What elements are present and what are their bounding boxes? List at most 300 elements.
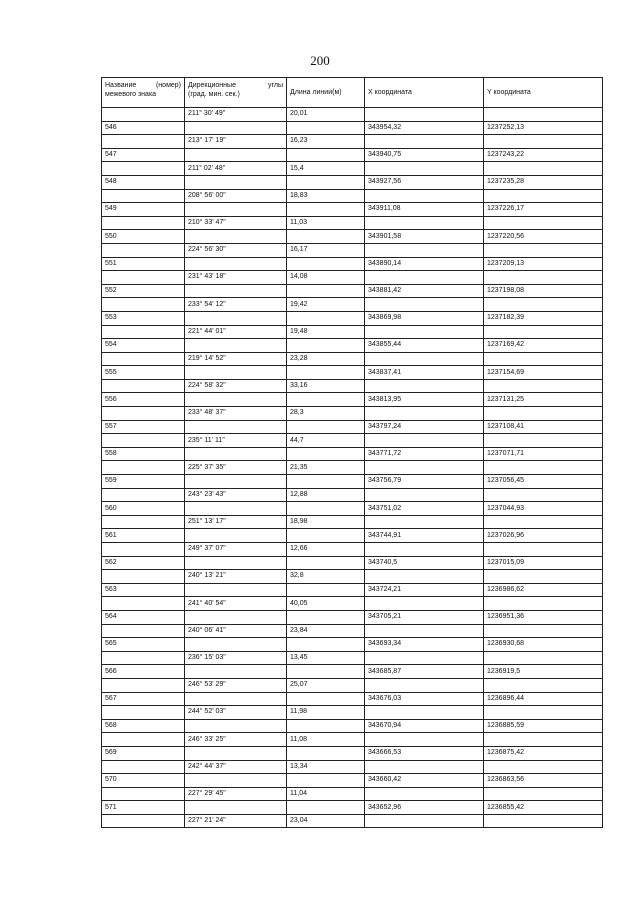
cell-name: 548	[102, 175, 185, 189]
cell-x: 343837,41	[365, 366, 484, 380]
cell-x	[365, 678, 484, 692]
cell-length	[287, 746, 365, 760]
cell-y	[484, 298, 603, 312]
cell-x: 343813,95	[365, 393, 484, 407]
cell-name: 557	[102, 420, 185, 434]
cell-y	[484, 706, 603, 720]
cell-length: 13,34	[287, 760, 365, 774]
header-boundary-mark-name	[102, 78, 185, 108]
cell-x	[365, 488, 484, 502]
cell-name	[102, 461, 185, 475]
cell-x: 343676,03	[365, 692, 484, 706]
cell-length: 18,98	[287, 515, 365, 529]
cell-angle	[185, 638, 287, 652]
cell-name: 571	[102, 801, 185, 815]
cell-name	[102, 488, 185, 502]
cell-y: 1236885,59	[484, 719, 603, 733]
cell-length: 32,8	[287, 570, 365, 584]
cell-x	[365, 379, 484, 393]
cell-angle	[185, 774, 287, 788]
cell-length: 11,98	[287, 706, 365, 720]
cell-angle	[185, 420, 287, 434]
table-row	[102, 434, 603, 448]
table-row	[102, 271, 603, 285]
cell-angle	[185, 230, 287, 244]
table-row	[102, 692, 603, 706]
cell-y	[484, 379, 603, 393]
table-row	[102, 529, 603, 543]
table-row	[102, 203, 603, 217]
cell-name: 566	[102, 665, 185, 679]
cell-angle	[185, 502, 287, 516]
table-row	[102, 216, 603, 230]
cell-y	[484, 434, 603, 448]
table-row	[102, 488, 603, 502]
cell-length	[287, 610, 365, 624]
cell-x: 343685,87	[365, 665, 484, 679]
cell-name: 568	[102, 719, 185, 733]
cell-x	[365, 651, 484, 665]
cell-length: 11,03	[287, 216, 365, 230]
header-name-line1: Название (номер)	[105, 82, 181, 89]
cell-y: 1236930,68	[484, 638, 603, 652]
cell-y: 1237108,41	[484, 420, 603, 434]
cell-y: 1236855,42	[484, 801, 603, 815]
cell-length	[287, 529, 365, 543]
table-row	[102, 339, 603, 353]
cell-length: 13,45	[287, 651, 365, 665]
cell-x: 343751,02	[365, 502, 484, 516]
table-row	[102, 298, 603, 312]
cell-angle	[185, 366, 287, 380]
cell-angle	[185, 339, 287, 353]
cell-angle: 210° 33' 47"	[185, 216, 287, 230]
cell-x	[365, 543, 484, 557]
cell-length	[287, 801, 365, 815]
cell-name	[102, 651, 185, 665]
cell-y	[484, 189, 603, 203]
cell-length: 11,04	[287, 787, 365, 801]
cell-angle	[185, 284, 287, 298]
cell-angle: 225° 37' 35"	[185, 461, 287, 475]
cell-x: 343724,21	[365, 583, 484, 597]
cell-y: 1237243,22	[484, 148, 603, 162]
cell-length: 15,4	[287, 162, 365, 176]
cell-angle: 243° 23' 43"	[185, 488, 287, 502]
cell-y	[484, 271, 603, 285]
cell-angle: 227° 21' 24"	[185, 814, 287, 828]
table-row	[102, 787, 603, 801]
header-direction-angles	[185, 78, 287, 108]
cell-x	[365, 298, 484, 312]
cell-name	[102, 760, 185, 774]
cell-x: 343666,53	[365, 746, 484, 760]
cell-length	[287, 420, 365, 434]
cell-angle: 233° 54' 12"	[185, 298, 287, 312]
cell-x	[365, 108, 484, 122]
cell-length	[287, 665, 365, 679]
cell-x: 343693,34	[365, 638, 484, 652]
cell-y: 1237044,93	[484, 502, 603, 516]
cell-angle: 213° 17' 19"	[185, 135, 287, 149]
cell-y: 1237235,28	[484, 175, 603, 189]
cell-angle: 208° 56' 00"	[185, 189, 287, 203]
cell-angle	[185, 203, 287, 217]
cell-length: 12,88	[287, 488, 365, 502]
table-row	[102, 379, 603, 393]
cell-angle: 244° 52' 03"	[185, 706, 287, 720]
cell-x: 343954,32	[365, 121, 484, 135]
cell-x: 343911,08	[365, 203, 484, 217]
cell-angle: 242° 44' 37"	[185, 760, 287, 774]
cell-length	[287, 393, 365, 407]
table-row	[102, 502, 603, 516]
cell-name	[102, 570, 185, 584]
cell-name: 558	[102, 447, 185, 461]
cell-y	[484, 352, 603, 366]
cell-y	[484, 597, 603, 611]
cell-x	[365, 597, 484, 611]
cell-name: 565	[102, 638, 185, 652]
cell-length	[287, 203, 365, 217]
cell-length: 33,16	[287, 379, 365, 393]
cell-length: 16,17	[287, 243, 365, 257]
cell-y: 1236863,56	[484, 774, 603, 788]
cell-y: 1236951,36	[484, 610, 603, 624]
cell-y: 1237015,09	[484, 556, 603, 570]
cell-length	[287, 339, 365, 353]
cell-name	[102, 597, 185, 611]
table-row	[102, 121, 603, 135]
cell-x	[365, 814, 484, 828]
cell-y	[484, 216, 603, 230]
cell-angle	[185, 610, 287, 624]
cell-x: 343855,44	[365, 339, 484, 353]
cell-name: 550	[102, 230, 185, 244]
cell-x: 343797,24	[365, 420, 484, 434]
cell-angle	[185, 148, 287, 162]
cell-name	[102, 624, 185, 638]
cell-x	[365, 515, 484, 529]
cell-length	[287, 366, 365, 380]
cell-x: 343881,42	[365, 284, 484, 298]
table-row	[102, 189, 603, 203]
table-row	[102, 706, 603, 720]
header-name-line2: межевого знака	[105, 91, 157, 98]
table-row	[102, 556, 603, 570]
cell-angle	[185, 556, 287, 570]
table-row	[102, 325, 603, 339]
table-row	[102, 447, 603, 461]
table-row	[102, 570, 603, 584]
cell-y: 1236919,5	[484, 665, 603, 679]
cell-name: 551	[102, 257, 185, 271]
table-body	[102, 108, 603, 828]
cell-length: 40,05	[287, 597, 365, 611]
cell-y: 1237209,13	[484, 257, 603, 271]
cell-y	[484, 162, 603, 176]
cell-x: 343771,72	[365, 447, 484, 461]
cell-x	[365, 135, 484, 149]
cell-length	[287, 121, 365, 135]
table-row	[102, 746, 603, 760]
cell-length	[287, 284, 365, 298]
cell-y	[484, 814, 603, 828]
cell-angle: 235° 11' 11"	[185, 434, 287, 448]
cell-angle	[185, 311, 287, 325]
cell-name: 552	[102, 284, 185, 298]
cell-name: 569	[102, 746, 185, 760]
cell-length: 23,28	[287, 352, 365, 366]
cell-name: 561	[102, 529, 185, 543]
table-row	[102, 733, 603, 747]
cell-length: 44,7	[287, 434, 365, 448]
cell-name	[102, 162, 185, 176]
cell-name	[102, 379, 185, 393]
cell-length	[287, 447, 365, 461]
cell-length: 14,08	[287, 271, 365, 285]
cell-name: 549	[102, 203, 185, 217]
cell-name: 564	[102, 610, 185, 624]
cell-length: 18,83	[287, 189, 365, 203]
cell-angle	[185, 475, 287, 489]
cell-angle	[185, 665, 287, 679]
table-row	[102, 135, 603, 149]
cell-length: 12,66	[287, 543, 365, 557]
cell-y: 1237226,17	[484, 203, 603, 217]
cell-angle: 241° 40' 54"	[185, 597, 287, 611]
cell-length: 11,08	[287, 733, 365, 747]
cell-length	[287, 257, 365, 271]
table-row	[102, 108, 603, 122]
cell-x: 343927,56	[365, 175, 484, 189]
cell-x	[365, 434, 484, 448]
cell-name	[102, 189, 185, 203]
cell-y	[484, 515, 603, 529]
cell-length	[287, 475, 365, 489]
cell-length: 19,48	[287, 325, 365, 339]
cell-x	[365, 325, 484, 339]
cell-x: 343869,98	[365, 311, 484, 325]
cell-name	[102, 706, 185, 720]
cell-angle: 240° 06' 41"	[185, 624, 287, 638]
table-row	[102, 284, 603, 298]
cell-x	[365, 189, 484, 203]
table-row	[102, 230, 603, 244]
table-row	[102, 148, 603, 162]
cell-angle: 240° 13' 21"	[185, 570, 287, 584]
cell-x	[365, 787, 484, 801]
cell-length: 28,3	[287, 407, 365, 421]
cell-y	[484, 787, 603, 801]
table-row	[102, 515, 603, 529]
cell-name	[102, 271, 185, 285]
cell-x	[365, 216, 484, 230]
cell-x: 343705,21	[365, 610, 484, 624]
cell-angle: 251° 13' 17"	[185, 515, 287, 529]
table-row	[102, 719, 603, 733]
cell-length	[287, 638, 365, 652]
cell-y: 1237252,13	[484, 121, 603, 135]
cell-x	[365, 624, 484, 638]
cell-name	[102, 814, 185, 828]
cell-angle: 233° 48' 37"	[185, 407, 287, 421]
cell-x: 343756,79	[365, 475, 484, 489]
cell-name: 559	[102, 475, 185, 489]
cell-name	[102, 515, 185, 529]
cell-y	[484, 325, 603, 339]
cell-name: 556	[102, 393, 185, 407]
table-row	[102, 665, 603, 679]
table-row	[102, 543, 603, 557]
cell-y: 1236986,62	[484, 583, 603, 597]
cell-name: 567	[102, 692, 185, 706]
cell-name	[102, 243, 185, 257]
cell-y	[484, 624, 603, 638]
cell-angle	[185, 719, 287, 733]
cell-angle	[185, 257, 287, 271]
cell-y	[484, 108, 603, 122]
cell-length: 23,84	[287, 624, 365, 638]
table-row	[102, 597, 603, 611]
cell-angle: 246° 53' 29"	[185, 678, 287, 692]
cell-angle: 221° 44' 01"	[185, 325, 287, 339]
cell-y: 1237154,69	[484, 366, 603, 380]
cell-length	[287, 502, 365, 516]
cell-angle: 246° 33' 25"	[185, 733, 287, 747]
cell-angle	[185, 529, 287, 543]
cell-length	[287, 175, 365, 189]
cell-x: 343940,75	[365, 148, 484, 162]
cell-name: 553	[102, 311, 185, 325]
cell-angle: 211° 30' 49"	[185, 108, 287, 122]
cell-y: 1237056,45	[484, 475, 603, 489]
cell-length: 23,04	[287, 814, 365, 828]
cell-x	[365, 733, 484, 747]
cell-x	[365, 407, 484, 421]
cell-angle: 249° 37' 07"	[185, 543, 287, 557]
cell-name	[102, 135, 185, 149]
cell-name: 560	[102, 502, 185, 516]
cell-y: 1237198,08	[484, 284, 603, 298]
cell-y	[484, 651, 603, 665]
cell-length: 20,01	[287, 108, 365, 122]
cell-angle: 227° 29' 45"	[185, 787, 287, 801]
cell-name	[102, 678, 185, 692]
cell-length	[287, 230, 365, 244]
table-row	[102, 420, 603, 434]
cell-length	[287, 556, 365, 570]
table-row	[102, 814, 603, 828]
table-row	[102, 162, 603, 176]
header-line-length: Длина линии(м)	[287, 78, 365, 108]
table-row	[102, 243, 603, 257]
cell-angle	[185, 393, 287, 407]
cell-y: 1237131,25	[484, 393, 603, 407]
cell-x	[365, 461, 484, 475]
table-row	[102, 583, 603, 597]
table-row	[102, 610, 603, 624]
cell-length: 21,35	[287, 461, 365, 475]
table-row	[102, 393, 603, 407]
cell-y	[484, 243, 603, 257]
cell-y: 1236875,42	[484, 746, 603, 760]
cell-y: 1237071,71	[484, 447, 603, 461]
cell-name: 547	[102, 148, 185, 162]
table-row	[102, 760, 603, 774]
cell-angle	[185, 583, 287, 597]
cell-name: 562	[102, 556, 185, 570]
cell-name: 563	[102, 583, 185, 597]
cell-name	[102, 407, 185, 421]
cell-angle	[185, 447, 287, 461]
table-row	[102, 366, 603, 380]
header-angle-line1: Дирекционные углы	[188, 82, 283, 89]
cell-y	[484, 760, 603, 774]
cell-x	[365, 570, 484, 584]
cell-y: 1237026,96	[484, 529, 603, 543]
cell-angle	[185, 121, 287, 135]
cell-name	[102, 733, 185, 747]
cell-length	[287, 774, 365, 788]
cell-angle: 224° 58' 32"	[185, 379, 287, 393]
table-row	[102, 175, 603, 189]
cell-name	[102, 325, 185, 339]
cell-name: 554	[102, 339, 185, 353]
cell-name: 546	[102, 121, 185, 135]
cell-x	[365, 243, 484, 257]
cell-x: 343890,14	[365, 257, 484, 271]
table-row	[102, 257, 603, 271]
cell-name: 555	[102, 366, 185, 380]
cell-x: 343652,96	[365, 801, 484, 815]
cell-x	[365, 162, 484, 176]
cell-name	[102, 434, 185, 448]
cell-x	[365, 271, 484, 285]
cell-y	[484, 570, 603, 584]
cell-name	[102, 108, 185, 122]
cell-y: 1237220,56	[484, 230, 603, 244]
cell-length	[287, 583, 365, 597]
cell-y	[484, 461, 603, 475]
header-y-coordinate: Y координата	[484, 78, 603, 108]
cell-y	[484, 488, 603, 502]
cell-x	[365, 352, 484, 366]
cell-x	[365, 760, 484, 774]
table-row	[102, 801, 603, 815]
cell-length	[287, 719, 365, 733]
table-row	[102, 475, 603, 489]
table-row	[102, 461, 603, 475]
header-x-coordinate: X координата	[365, 78, 484, 108]
table-row	[102, 407, 603, 421]
header-angle-line2: (град. мин. сек.)	[188, 91, 240, 98]
cell-y: 1236896,44	[484, 692, 603, 706]
cell-angle: 219° 14' 52"	[185, 352, 287, 366]
cell-angle	[185, 692, 287, 706]
table-row	[102, 651, 603, 665]
cell-angle: 211° 02' 48"	[185, 162, 287, 176]
cell-x: 343901,58	[365, 230, 484, 244]
table-row	[102, 638, 603, 652]
cell-x	[365, 706, 484, 720]
cell-x: 343660,42	[365, 774, 484, 788]
cell-name	[102, 543, 185, 557]
cell-length: 19,42	[287, 298, 365, 312]
cell-angle	[185, 746, 287, 760]
cell-name	[102, 298, 185, 312]
cell-y	[484, 733, 603, 747]
